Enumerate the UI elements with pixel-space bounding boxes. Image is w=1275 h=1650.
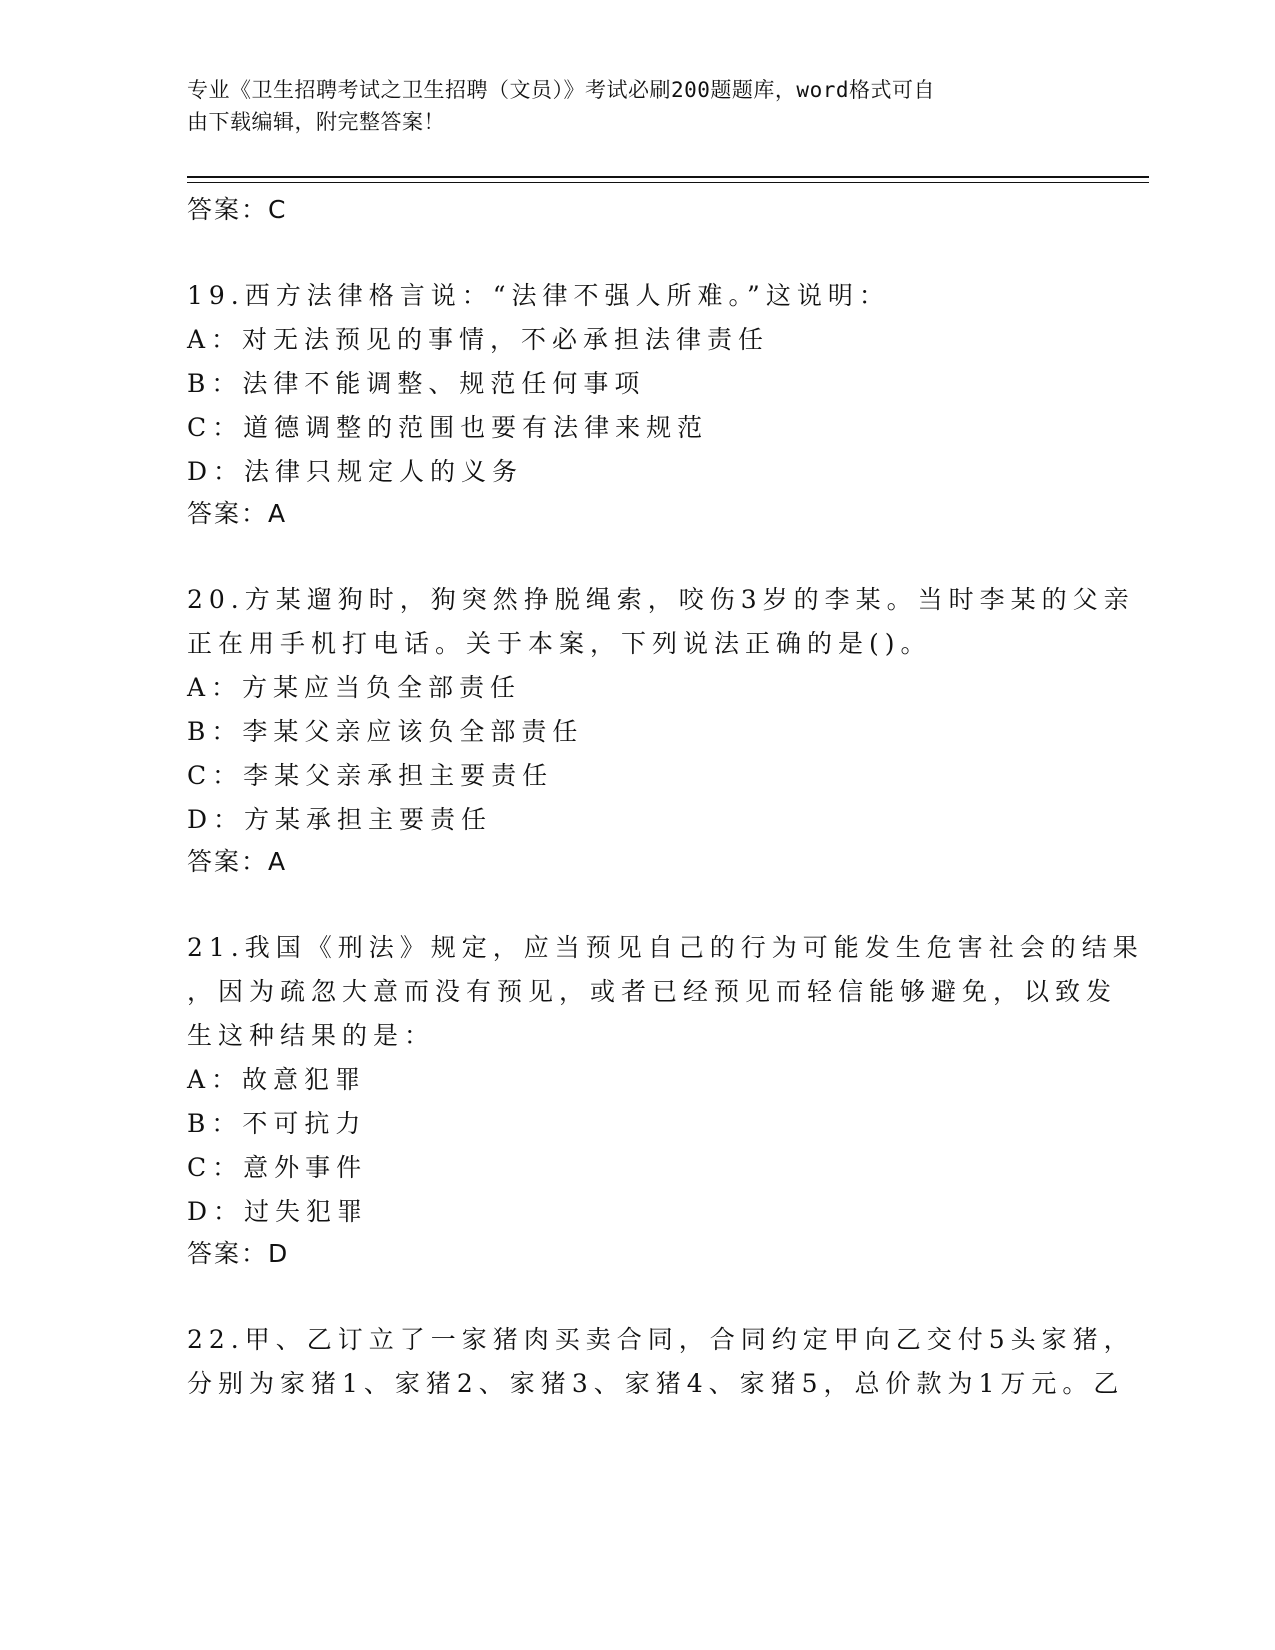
question-21-option-d: D：过失犯罪 [187, 1197, 369, 1226]
question-19-text: 19.西方法律格言说：“法律不强人所难。”这说明： [187, 281, 890, 310]
question-20-option-d: D：方某承担主要责任 [187, 805, 493, 834]
question-20-option-b: B：李某父亲应该负全部责任 [187, 717, 584, 746]
question-21-option-b: B：不可抗力 [187, 1109, 367, 1138]
question-21-option-a: A：故意犯罪 [187, 1065, 367, 1094]
question-21-text-line-3: 生这种结果的是： [187, 1021, 436, 1050]
question-21-text-line-2: ，因为疏忽大意而没有预见，或者已经预见而轻信能够避免，以致发 [187, 977, 1118, 1006]
question-20-answer: 答案：A [187, 847, 288, 876]
question-21-answer: 答案：D [187, 1239, 290, 1268]
question-21-text-line-1: 21.我国《刑法》规定，应当预见自己的行为可能发生危害社会的结果 [187, 933, 1144, 962]
header-line-2: 由下载编辑，附完整答案！ [187, 110, 445, 134]
previous-answer: 答案：C [187, 195, 288, 224]
question-19-option-c: C：道德调整的范围也要有法律来规范 [187, 413, 709, 442]
header-rule-thick [187, 176, 1149, 178]
document-header [187, 74, 1067, 138]
question-20-text-line-1: 20.方某遛狗时，狗突然挣脱绳索，咬伤3岁的李某。当时李某的父亲 [187, 585, 1135, 614]
header-line-1: 专业《卫生招聘考试之卫生招聘（文员）》考试必刷200题题库，word格式可自 [187, 78, 935, 102]
question-19-option-b: B：法律不能调整、规范任何事项 [187, 369, 646, 398]
question-20-option-c: C：李某父亲承担主要责任 [187, 761, 554, 790]
question-19-answer: 答案：A [187, 499, 288, 528]
question-22-text-line-2: 分别为家猪1、家猪2、家猪3、家猪4、家猪5，总价款为1万元。乙 [187, 1369, 1125, 1398]
question-20-option-a: A：方某应当负全部责任 [187, 673, 522, 702]
question-19-option-d: D：法律只规定人的义务 [187, 457, 524, 486]
header-rule-thin [187, 182, 1149, 183]
question-22-text-line-1: 22.甲、乙订立了一家猪肉买卖合同，合同约定甲向乙交付5头家猪， [187, 1325, 1135, 1354]
question-19-option-a: A：对无法预见的事情，不必承担法律责任 [187, 325, 770, 354]
question-20-text-line-2: 正在用手机打电话。关于本案，下列说法正确的是()。 [187, 629, 932, 658]
question-21-option-c: C：意外事件 [187, 1153, 368, 1182]
